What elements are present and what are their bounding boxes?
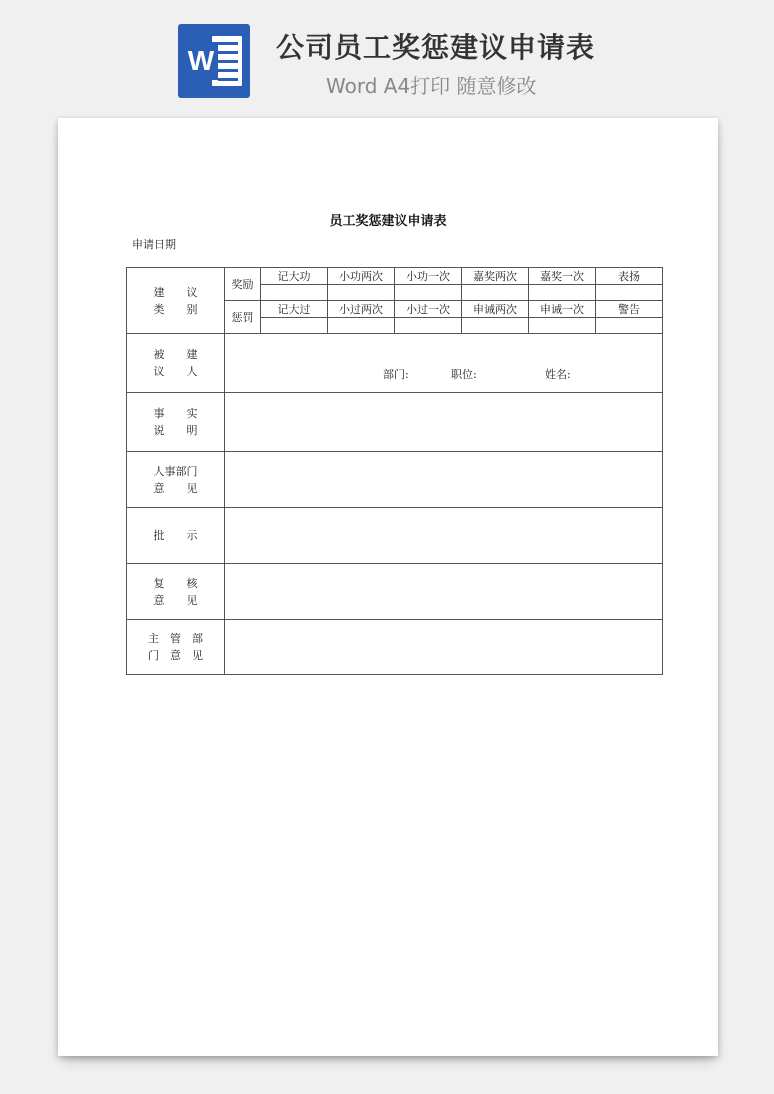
hr-opinion-field[interactable]	[225, 452, 663, 508]
word-doc-icon	[178, 24, 250, 98]
review-field[interactable]	[225, 564, 663, 620]
review-label: 复 核 意 见	[127, 564, 225, 620]
page-title: 公司员工奖惩建议申请表	[276, 31, 596, 64]
reward-option: 表扬	[596, 268, 663, 285]
approval-field[interactable]	[225, 508, 663, 564]
penalty-cell[interactable]	[462, 318, 529, 334]
approval-label: 批 示	[127, 508, 225, 564]
date-label: 申请日期	[132, 238, 176, 251]
reward-cell[interactable]	[596, 285, 663, 301]
manager-opinion-label: 主 管 部 门 意 见	[127, 620, 225, 675]
penalty-cell[interactable]	[261, 318, 328, 334]
penalty-option: 小过两次	[328, 301, 395, 318]
reward-cell[interactable]	[395, 285, 462, 301]
word-letter: W	[184, 42, 218, 80]
facts-label: 事 实 说 明	[127, 393, 225, 452]
penalty-cell[interactable]	[529, 318, 596, 334]
penalty-option: 申诫两次	[462, 301, 529, 318]
dept-label: 部门:	[383, 368, 409, 381]
penalty-option: 记大过	[261, 301, 328, 318]
category-label: 建 议 类 别	[127, 268, 225, 334]
penalty-cell[interactable]	[596, 318, 663, 334]
penalty-option: 警告	[596, 301, 663, 318]
document-page	[58, 118, 718, 1056]
position-label: 职位:	[451, 368, 477, 381]
page-header	[0, 0, 774, 112]
nominee-label: 被 建 议 人	[127, 334, 225, 393]
penalty-cell[interactable]	[395, 318, 462, 334]
reward-label: 奖励	[225, 268, 261, 301]
manager-opinion-field[interactable]	[225, 620, 663, 675]
facts-field[interactable]	[225, 393, 663, 452]
page-subtitle: Word A4打印 随意修改	[326, 74, 537, 98]
reward-option: 小功一次	[395, 268, 462, 285]
reward-option: 嘉奖一次	[529, 268, 596, 285]
reward-option: 嘉奖两次	[462, 268, 529, 285]
application-form-table	[126, 267, 663, 675]
nominee-field[interactable]	[225, 334, 663, 393]
reward-cell[interactable]	[328, 285, 395, 301]
penalty-label: 惩罚	[225, 301, 261, 334]
penalty-option: 申诫一次	[529, 301, 596, 318]
penalty-option: 小过一次	[395, 301, 462, 318]
name-label: 姓名:	[545, 368, 571, 381]
penalty-cell[interactable]	[328, 318, 395, 334]
reward-cell[interactable]	[529, 285, 596, 301]
reward-cell[interactable]	[462, 285, 529, 301]
reward-cell[interactable]	[261, 285, 328, 301]
form-title: 员工奖惩建议申请表	[329, 214, 447, 229]
reward-option: 小功两次	[328, 268, 395, 285]
hr-opinion-label: 人事部门 意 见	[127, 452, 225, 508]
reward-option: 记大功	[261, 268, 328, 285]
